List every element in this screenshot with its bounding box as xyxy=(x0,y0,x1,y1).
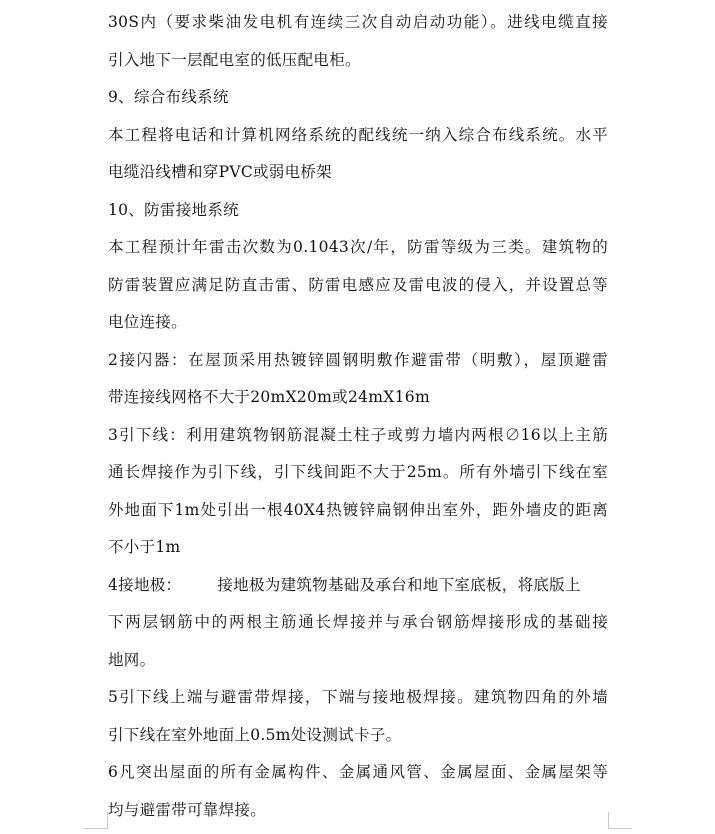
list-label: 4接地极： xyxy=(108,575,182,594)
text-line: 下两层钢筋中的两根主筋通长焊接并与承台钢筋焊接形成的基础接 xyxy=(108,613,608,631)
text-line: 通长焊接作为引下线，引下线间距不大于25m。所有外墙引下线在室 xyxy=(108,463,608,481)
list-text: 接地极为建筑物基础及承台和地下室底板，将底版上 xyxy=(217,575,581,594)
text-line: 带连接线网格不大于20mX20m或24mX16m xyxy=(108,388,430,406)
text-line: 电位连接。 xyxy=(108,313,188,331)
text-line: 2接闪器：在屋顶采用热镀锌圆钢明敷作避雷带（明敷），屋顶避雷 xyxy=(108,350,608,369)
margin-corner-mark xyxy=(107,812,108,829)
text-line: 不小于1m xyxy=(108,538,181,556)
text-line: 均与避雷带可靠焊接。 xyxy=(108,800,267,819)
text-line: 引入地下一层配电室的低压配电柜。 xyxy=(108,50,361,69)
text-line: 外地面下1m处引出一根40X4热镀锌扁钢伸出室外，距外墙皮的距离 xyxy=(108,500,608,519)
text-line: 30S内（要求柴油发电机有连续三次自动启动功能）。进线电缆直接 xyxy=(108,13,608,31)
text-line: 本工程预计年雷击次数为0.1043次/年，防雷等级为三类。建筑物的 xyxy=(108,238,608,256)
margin-corner-mark xyxy=(608,828,632,829)
text-line: 防雷装置应满足防直击雷、防雷电感应及雷电波的侵入，并设置总等 xyxy=(108,275,608,294)
margin-corner-mark xyxy=(608,812,609,829)
text-line: 5引下线上端与避雷带焊接，下端与接地极焊接。建筑物四角的外墙 xyxy=(108,688,608,706)
text-line: 本工程将电话和计算机网络系统的配线统一纳入综合布线系统。水平 xyxy=(108,125,608,144)
margin-corner-mark xyxy=(84,828,108,829)
section-heading: 9、综合布线系统 xyxy=(108,88,229,106)
text-line xyxy=(108,567,608,605)
text-line: 地网。 xyxy=(108,650,156,669)
text-line: 3引下线：利用建筑物钢筋混凝土柱子或剪力墙内两根∅16以上主筋 xyxy=(108,425,608,444)
document-body xyxy=(108,4,608,829)
text-line: 6凡突出屋面的所有金属构件、金属通风管、金属屋面、金属屋架等 xyxy=(108,763,608,781)
text-line: 引下线在室外地面上0.5m处设测试卡子。 xyxy=(108,725,402,744)
section-heading: 10、防雷接地系统 xyxy=(108,200,239,219)
text-line: 电缆沿线槽和穿PVC或弱电桥架 xyxy=(108,163,332,181)
